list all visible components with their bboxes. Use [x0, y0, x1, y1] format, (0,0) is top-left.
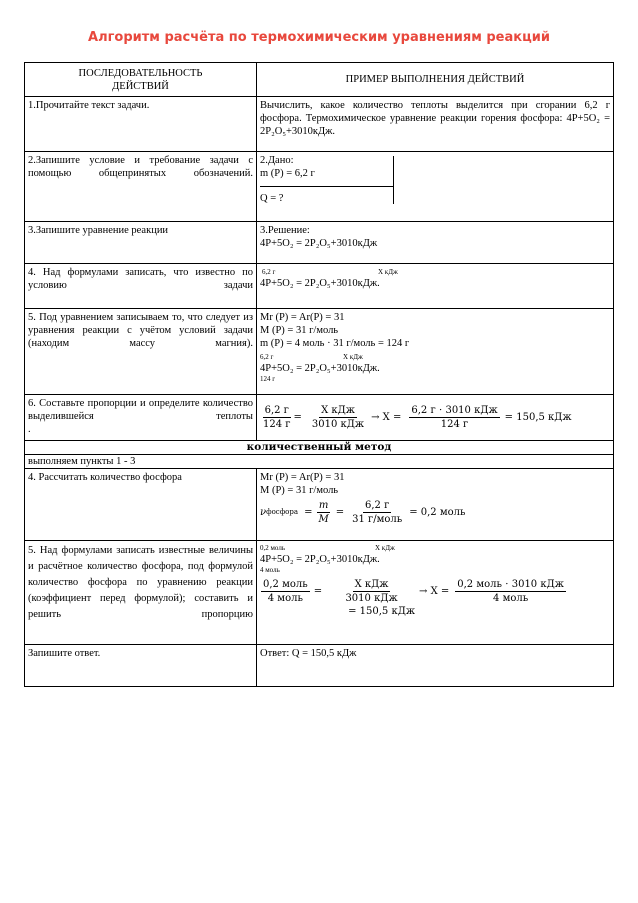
example-cell [257, 541, 614, 645]
given-divider-vertical [393, 156, 394, 204]
above-p-label: 0,2 моль [260, 544, 286, 552]
below-p-label: 124 г [260, 375, 276, 383]
step-cell: выполняем пункты 1 - 3 [25, 455, 614, 469]
fraction: $\frac{m}{M}$ [318, 500, 329, 525]
fraction: $\frac{\text{0,2 моль}}{\text{4 моль}}$ [263, 579, 308, 604]
proportion: $\frac{6,2 г}{124 г}$ = $\frac{\text{X кДж}}{\text{3010 кДж}}$ → X = $\frac{\text{6,2 г ⋅ 3010 кДж}}{124 г}$ = 150,5 кДж [263, 405, 572, 430]
section-title: количественный метод [25, 441, 614, 455]
proportion: $\frac{\text{0,2 моль}}{\text{4 моль}}$ = $\frac{\text{X кДж}}{\text{3010 кДж}}$ = 150,5 кДж → X = $\frac{\text{0,2 моль ⋅ 3010 кДж}}{\text{4 моль}}$ [263, 579, 564, 617]
fraction: $\frac{\text{6,2 г ⋅ 3010 кДж}}{124 г}$ [411, 405, 498, 430]
step-cell: 4. Рассчитать количество фосфора [25, 469, 257, 541]
example-cell [257, 395, 614, 441]
step-text: 2.Запишите условие и требование задачи с помощью общепринятых обозначений. [28, 155, 253, 179]
molar-mass: M (P) = 31 г/моль [260, 325, 339, 336]
below-p-label: 4 моль [260, 566, 280, 574]
header-col-example: ПРИМЕР ВЫПОЛНЕНИЯ ДЕЙСТВИЙ [257, 63, 614, 97]
step-cell: 4. Над формулами записать, что известно по условию задачи [25, 264, 257, 309]
proportion-result: = 150,5 кДж [348, 606, 416, 617]
fraction: $\frac{6,2 г}{124 г}$ [263, 405, 291, 430]
page-title: Алгоритм расчёта по термохимическим уравнениям реакций [88, 30, 550, 45]
example-cell [257, 222, 614, 264]
table-row [25, 264, 614, 309]
step-cell [25, 541, 257, 645]
reaction-equation: 4P+5O₂ = 2P₂O₅+3010кДж. [260, 278, 380, 289]
table-row [25, 469, 614, 541]
table-row [25, 541, 614, 645]
given-label: 2.Дано: [260, 155, 294, 166]
table-row [25, 152, 614, 222]
find-value: Q = ? [260, 193, 284, 204]
step-cell: 3.Запишите уравнение реакции [25, 222, 257, 264]
table-row [25, 97, 614, 152]
relative-mass: Mr (P) = Ar(P) = 31 [260, 472, 345, 483]
solution-label: 3.Решение: [260, 225, 310, 236]
above-q-label: X кДж [375, 544, 395, 552]
algorithm-table [24, 62, 614, 687]
molar-mass: M (P) = 31 г/моль [260, 485, 339, 496]
reaction-equation: 4P+5O₂ = 2P₂O₅+3010кДж. [260, 363, 380, 374]
step-cell: Запишите ответ. [25, 645, 257, 687]
table-row [25, 309, 614, 395]
relative-mass: Mr (P) = Ar(P) = 31 [260, 312, 345, 323]
fraction: $\frac{6,2 г}{\text{31 г/моль}}$ [352, 500, 403, 525]
amount-result: = 0,2 моль [409, 507, 466, 518]
proportion-result: = 150,5 кДж [504, 412, 572, 423]
step-dot: . [28, 424, 31, 435]
reaction-equation: 4P+5O₂ = 2P₂O₅+3010кДж. [260, 554, 380, 565]
fraction: $\frac{\text{X кДж}}{\text{3010 кДж}}$ [345, 579, 398, 604]
table-row [25, 222, 614, 264]
table-row [25, 395, 614, 441]
step-cell [25, 395, 257, 441]
reaction-equation: 4P+5O₂ = 2P₂O₅+3010кДж [260, 238, 378, 249]
step-text: 6. Составьте пропорции и определите количество выделившейся теплоты [28, 398, 253, 422]
given-mass: m (P) = 6,2 г [260, 168, 315, 179]
example-cell [257, 264, 614, 309]
fraction: $\frac{\text{X кДж}}{\text{3010 кДж}}$ [311, 405, 365, 430]
fraction: $\frac{\text{0,2 моль ⋅ 3010 кДж}}{\text{4 моль}}$ [457, 579, 564, 604]
section-row [25, 441, 614, 455]
example-cell [257, 309, 614, 395]
mass-calc: m (P) = 4 моль · 31 г/моль = 124 г [260, 338, 410, 349]
answer-cell: Ответ: Q = 150,5 кДж [257, 645, 614, 687]
table-row [25, 455, 614, 469]
table-header-row [25, 63, 614, 97]
example-cell: Вычислить, какое количество теплоты выделится при сгорании 6,2 г фосфора. Термохимическое уравнение реакции горения фосфора: 4P+5O₂ = 2P₂O₅+3010кДж. [257, 97, 614, 152]
above-p-label: 6,2 г [260, 353, 274, 361]
step-cell: 1.Прочитайте текст задачи. [25, 97, 257, 152]
example-cell [257, 152, 614, 222]
above-q-label: X кДж [343, 353, 363, 361]
step-cell: 5. Под уравнением записываем то, что следует из уравнения реакции с учётом условий задачи (находим массу магния). [25, 309, 257, 395]
header-col-steps: ПОСЛЕДОВАТЕЛЬНОСТЬ ДЕЙСТВИЙ [25, 63, 257, 97]
step-text: 5. Над формулами записать известные величины и расчётное количество фосфора, под формулой количество фосфора по уравнению реакции (коэффициент перед формулой); составить и решить пропорцию [28, 545, 253, 620]
above-p-label: 6,2 г [262, 268, 276, 276]
amount-formula: ν фосфора = $\frac{m}{M}$ = $\frac{6,2 г}{\text{31 г/моль}}$ = 0,2 моль [260, 500, 466, 525]
step-cell [25, 152, 257, 222]
given-divider-horizontal [260, 186, 394, 187]
above-q-label: X кДж [378, 268, 398, 276]
example-cell [257, 469, 614, 541]
table-row [25, 645, 614, 687]
